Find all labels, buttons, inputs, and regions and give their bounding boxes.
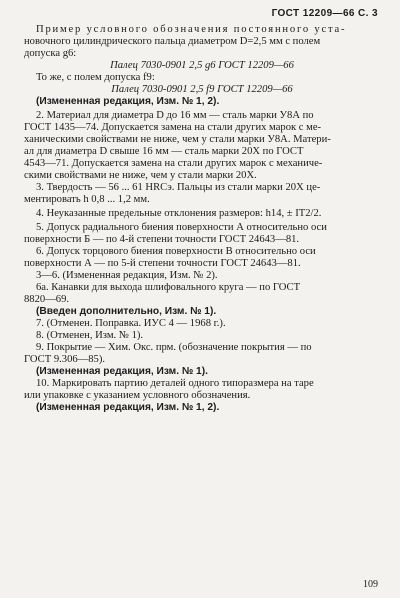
text-line: ал для диаметра D свыше 16 мм — сталь марки 20Х по ГОСТ — [24, 146, 304, 157]
text-line: Палец 7030-0901 2,5 f9 ГОСТ 12209—66 — [111, 84, 293, 95]
text-line: (Введен дополнительно, Изм. № 1). — [36, 306, 217, 317]
text-line: Палец 7030-0901 2,5 g6 ГОСТ 12209—66 — [110, 60, 294, 71]
text-line: 5. Допуск радиального биения поверхности А относительно оси — [36, 222, 327, 233]
text-line: Пример условного обозначения постоянного уста- — [36, 24, 347, 35]
text-line: ментировать h 0,8 ... 1,2 мм. — [24, 194, 150, 205]
text-line: поверхности Б — по 4-й степени точности ГОСТ 24643—81. — [24, 234, 300, 245]
text-line: 2. Материал для диаметра D до 16 мм — сталь марки У8А по — [36, 110, 314, 121]
text-line: 6а. Канавки для выхода шлифовального круга — по ГОСТ — [36, 282, 301, 293]
text-line: ГОСТ 9.306—85). — [24, 354, 106, 365]
text-line: 8. (Отменен, Изм. № 1). — [36, 330, 144, 341]
text-line: ханическими свойствами не ниже, чем у стали марки У8А. Матери- — [24, 134, 331, 145]
text-line: 10. Маркировать партию деталей одного типоразмера на таре — [36, 378, 314, 389]
text-line: (Измененная редакция, Изм. № 1). — [36, 366, 208, 377]
text-line: (Измененная редакция, Изм. № 1, 2). — [36, 96, 220, 107]
text-line: 4. Неуказанные предельные отклонения размеров: h14, ± IT2/2. — [36, 208, 322, 219]
text-line: поверхности А — по 5-й степени точности ГОСТ 24643—81. — [24, 258, 301, 269]
text-line: 3—6. (Измененная редакция, Изм. № 2). — [36, 270, 218, 281]
page-number: 109 — [363, 579, 378, 590]
text-line: 8820—69. — [24, 294, 70, 305]
text-line: 7. (Отменен. Поправка. ИУС 4 — 1968 г.). — [36, 318, 226, 329]
document-body — [24, 24, 380, 414]
text-line: 9. Покрытие — Хим. Окс. прм. (обозначение покрытия — по — [36, 342, 312, 353]
text-line: новочного цилиндрического пальца диаметром D=2,5 мм с полем — [24, 36, 321, 47]
text-line: или упаковке с указанием условного обозначения. — [24, 390, 251, 401]
page-header: ГОСТ 12209—66 С. 3 — [271, 8, 378, 19]
text-line: скими свойствами не ниже, чем у стали марки 20Х. — [24, 170, 257, 181]
text-line: (Измененная редакция, Изм. № 1, 2). — [36, 402, 220, 413]
text-line: 4543—71. Допускается замена на стали других марок с механиче- — [24, 158, 323, 169]
text-line: 3. Твердость — 56 ... 61 HRCэ. Пальцы из стали марки 20Х це- — [36, 182, 321, 193]
text-line: 6. Допуск торцового биения поверхности В относительно оси — [36, 246, 316, 257]
text-line: ГОСТ 1435—74. Допускается замена на стали других марок с ме- — [24, 122, 322, 133]
text-line: допуска g6: — [24, 48, 77, 59]
text-line: То же, с полем допуска f9: — [36, 72, 155, 83]
